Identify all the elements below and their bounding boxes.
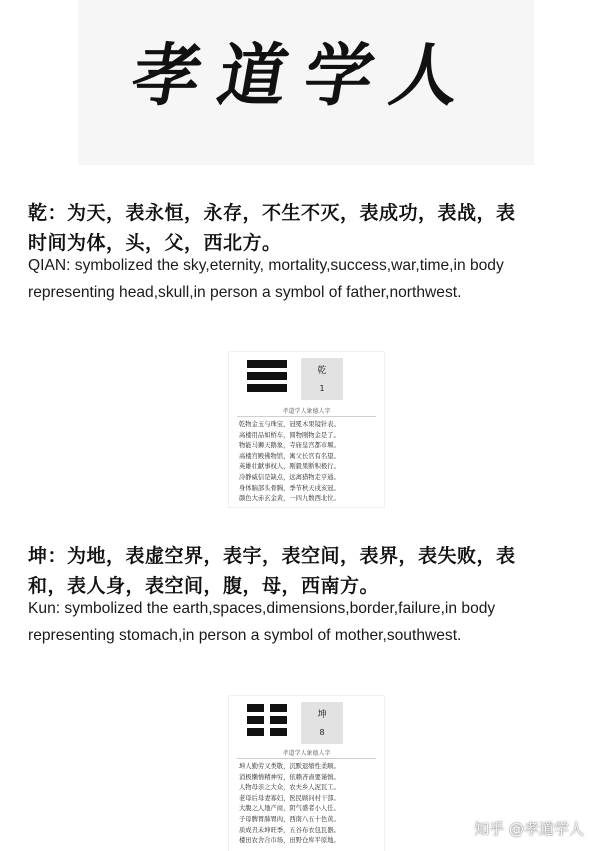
kun-description-zh — [28, 541, 576, 601]
qian-description-zh — [28, 198, 576, 258]
kun-name-box — [301, 702, 343, 722]
kun-zh-line-1: 坤：为地，表虚空界，表宇，表空间，表界，表失败，表 — [28, 545, 516, 567]
qian-card-divider — [237, 416, 376, 417]
qian-card-number: 1 — [301, 378, 343, 400]
qian-description-en — [28, 252, 588, 306]
qian-zh-line-2: 时间为体，头，父，西北方。 — [28, 232, 282, 254]
qian-card-name: 乾 — [317, 366, 327, 376]
zhihu-watermark: 知乎 @孝道学人 — [474, 820, 584, 838]
qian-en-line-2: representing head,skull,in person a symbol of father,northwest. — [28, 284, 462, 301]
kun-zh-line-2: 和，表人身，表空间，腹，母，西南方。 — [28, 575, 380, 597]
kun-trigram-icon — [247, 704, 287, 740]
kun-description-en — [28, 595, 588, 649]
qian-card-caption: 孝道学人象德人字 — [282, 408, 331, 415]
kun-hexagram-card — [229, 696, 384, 851]
kun-en-line-2: representing stomach,in person a symbol of mother,southwest. — [28, 627, 462, 644]
kun-card-divider — [237, 758, 376, 759]
kun-card-number: 8 — [301, 722, 343, 744]
qian-hexagram-card — [229, 352, 384, 507]
kun-en-line-1: Kun: symbolized the earth,spaces,dimensions,border,failure,in body — [28, 600, 496, 617]
qian-en-line-1: QIAN: symbolized the sky,eternity, mortality,success,war,time,in body — [28, 257, 504, 274]
kun-card-caption: 孝道学人象德人字 — [282, 750, 331, 757]
qian-name-box — [301, 358, 343, 378]
qian-card-poem: 乾物金玉与珠宝，冠冕木果镜针表。 高楼用品如桥车，圆物刚物金是了。 物能马狮天鹅象，寺庙皇宫都市堰。 高楼宫殿佛物馆，寓父长官有名望。 英雄壮献事权人，刚毅果断积极行。 冷静威信是缺点，远离猎物走亨通。 身体脑部头骨胸，季节秋天戌亥冠。 颜色大赤玄金黄，一四九数西北位。 — [239, 421, 340, 503]
qian-trigram-icon — [247, 360, 287, 396]
kun-card-poem: 坤人勤劳又类敬，沉默退缩性柔顺。 消极懒惰精神穷，依赖吝啬要谨慎。 人物母亲之大众，农夫乡人泥瓦工。 老母后母妻寡妇，医民顾问村干部。 大腹之人地产商，阴气盛者小人任。 子母脾胃肺胃肉，西南八五十色黄。 质成丑未坤旺季，五谷布衣包瓦器。 楼田农舍合市场，田野仓库平原地。 — [239, 763, 340, 845]
kun-card-name: 坤 — [317, 710, 327, 720]
brand-calligraphy-logo: 孝道学人 — [125, 36, 485, 116]
qian-zh-line-1: 乾：为天，表永恒，永存，不生不灭，表成功，表战，表 — [28, 202, 516, 224]
logo-banner — [78, 0, 534, 165]
